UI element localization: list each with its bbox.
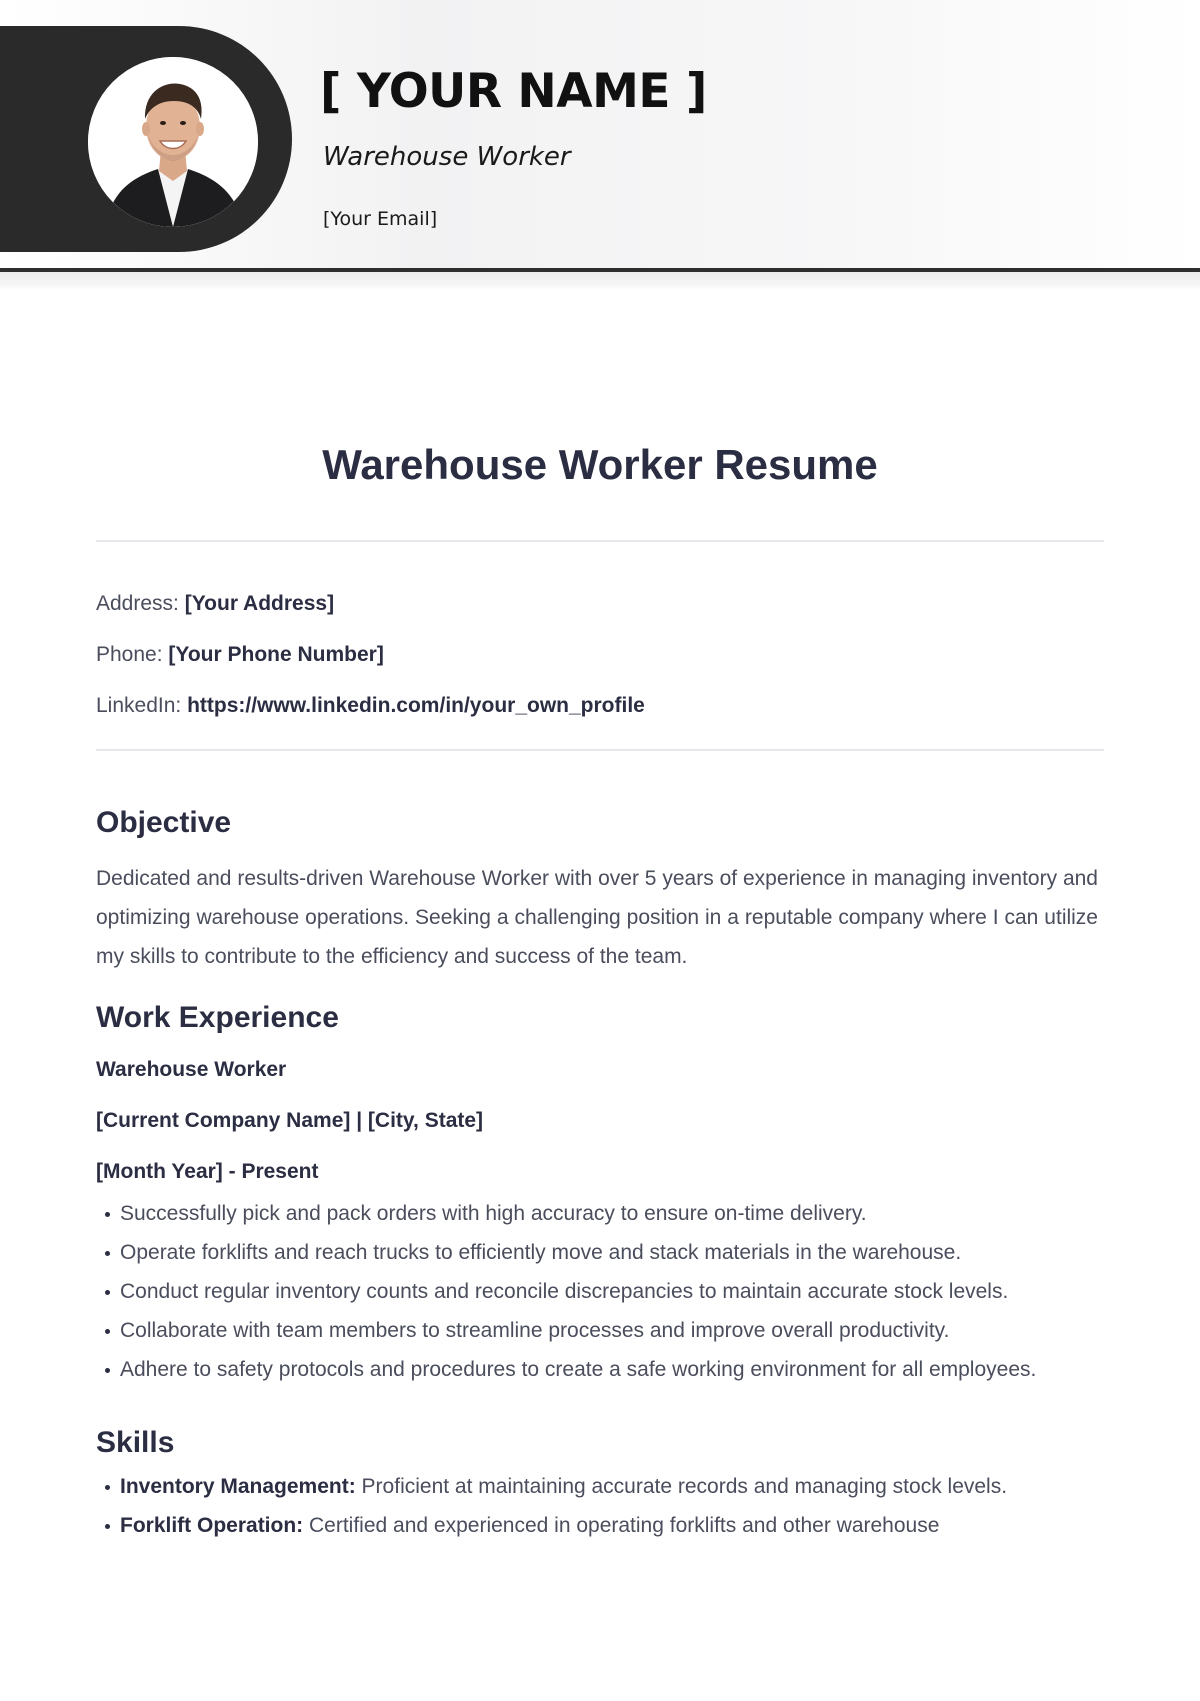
document-title: Warehouse Worker Resume — [322, 441, 878, 488]
skill-item — [96, 1506, 1074, 1545]
divider — [96, 749, 1104, 751]
job-duties-list — [96, 1194, 1074, 1389]
job-dates: [Month Year] - Present — [96, 1160, 319, 1183]
job-role: Warehouse Worker — [96, 1058, 287, 1081]
skill-name: Inventory Management: — [120, 1475, 356, 1498]
resume-body — [96, 440, 1104, 1545]
job-company-location: [Current Company Name] | [City, State] — [96, 1109, 484, 1132]
list-item: Operate forklifts and reach trucks to efficiently move and stack materials in the warehouse. — [96, 1233, 1074, 1272]
skills-list — [96, 1467, 1074, 1545]
phone-label: Phone: — [96, 643, 163, 666]
list-item: Collaborate with team members to streamline processes and improve overall productivity. — [96, 1311, 1074, 1350]
header-divider — [0, 268, 1200, 272]
objective-heading: Objective — [96, 806, 232, 839]
candidate-email: [Your Email] — [323, 208, 438, 230]
profile-photo-image — [88, 57, 258, 227]
skills-heading: Skills — [96, 1426, 175, 1459]
profile-photo — [88, 57, 258, 227]
skill-name: Forklift Operation: — [120, 1514, 304, 1537]
linkedin-label: LinkedIn: — [96, 694, 182, 717]
header-shadow — [0, 272, 1200, 290]
contact-phone — [96, 643, 1104, 694]
phone-value: [Your Phone Number] — [168, 643, 384, 666]
divider — [96, 540, 1104, 542]
address-label: Address: — [96, 592, 179, 615]
address-value: [Your Address] — [184, 592, 335, 615]
objective-text: Dedicated and results-driven Warehouse Worker with over 5 years of experience in managing inventory and optimizing warehouse operations. Seeking a challenging position in a reputable company where I can utilize my skills to contribute to the efficiency and success of the team. — [96, 867, 1098, 968]
work-experience-heading: Work Experience — [96, 1001, 339, 1034]
skill-description: Proficient at maintaining accurate records and managing stock levels. — [355, 1475, 1008, 1498]
skill-description: Certified and experienced in operating forklifts and other warehouse — [303, 1514, 940, 1537]
contact-info — [96, 592, 1104, 745]
list-item: Conduct regular inventory counts and reconcile discrepancies to maintain accurate stock levels. — [96, 1272, 1074, 1311]
list-item: Successfully pick and pack orders with high accuracy to ensure on-time delivery. — [96, 1194, 1074, 1233]
contact-linkedin — [96, 694, 1104, 745]
linkedin-link[interactable]: https://www.linkedin.com/in/your_own_profile — [187, 694, 645, 717]
skill-item — [96, 1467, 1074, 1506]
candidate-job-title: Warehouse Worker — [323, 142, 571, 172]
list-item: Adhere to safety protocols and procedures to create a safe working environment for all employees. — [96, 1350, 1074, 1389]
candidate-name: [ YOUR NAME ] — [320, 64, 707, 119]
contact-address — [96, 592, 1104, 643]
